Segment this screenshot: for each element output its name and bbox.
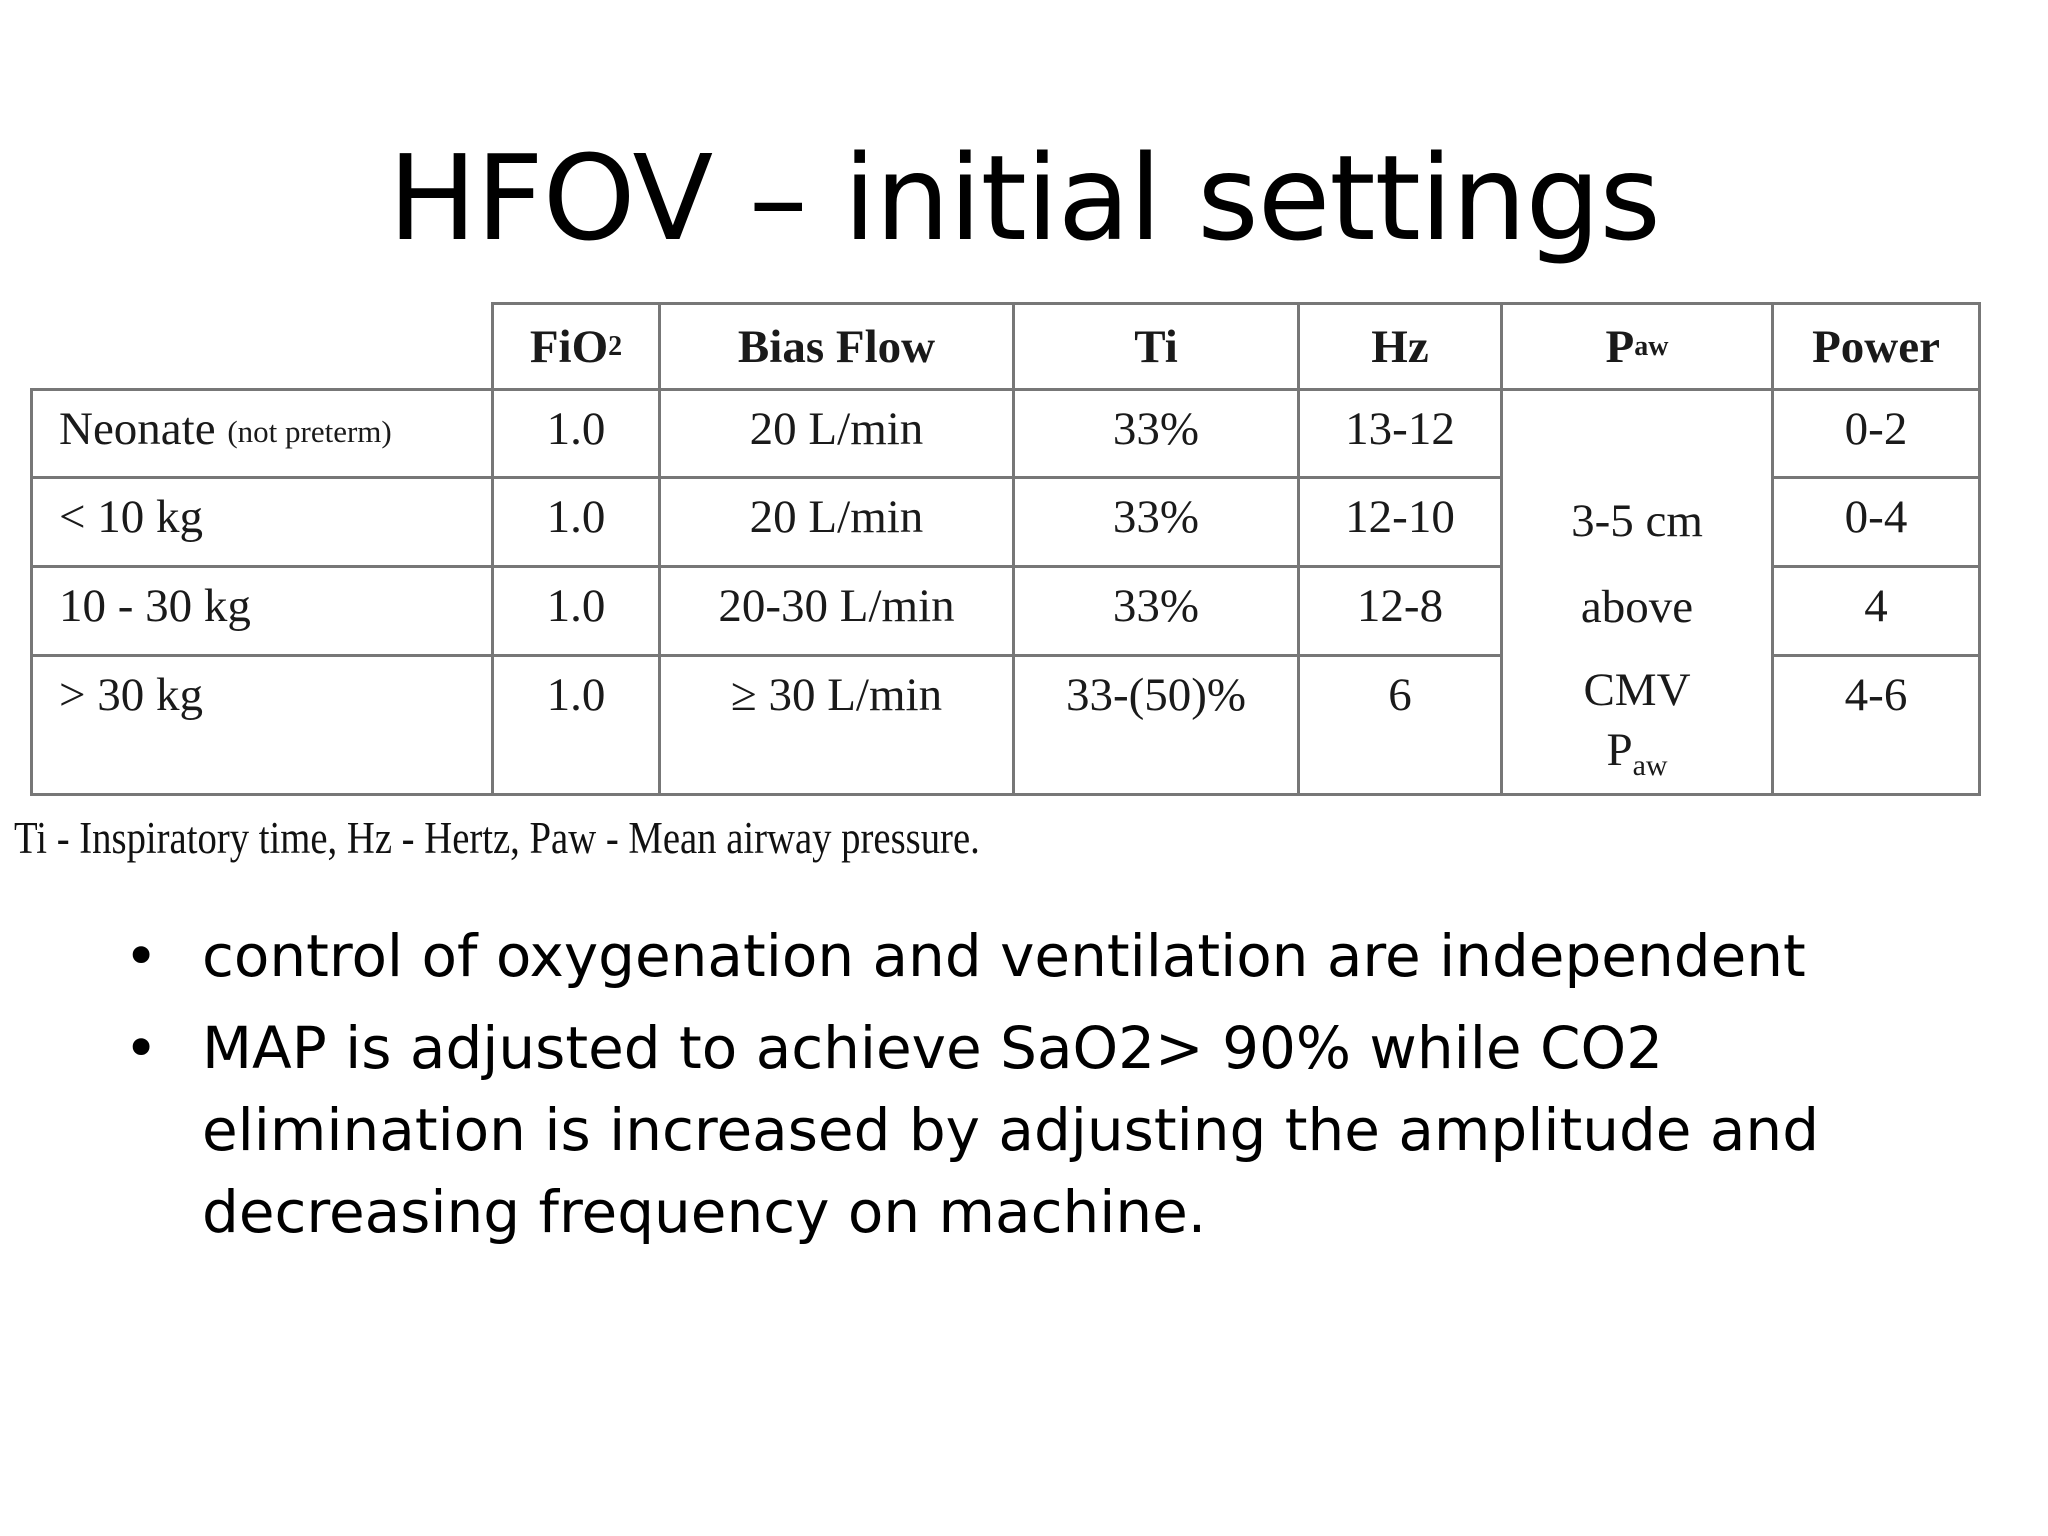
cell-fio2: 1.0	[546, 403, 606, 455]
cell-hz: 6	[1388, 669, 1412, 721]
cell-ti: 33%	[1112, 491, 1200, 543]
cell-power: 0-4	[1844, 491, 1908, 543]
row-label-under-10kg: < 10 kg	[59, 491, 204, 543]
cell-fio2: 1.0	[546, 669, 606, 721]
paw-line: CMV	[1583, 664, 1691, 716]
cell-bias-flow: 20 L/min	[749, 491, 924, 543]
paw-line: 3-5 cm	[1571, 495, 1703, 547]
row-label-10-30kg: 10 - 30 kg	[59, 580, 251, 632]
cell-ti: 33%	[1112, 580, 1200, 632]
cell-bias-flow: 20 L/min	[749, 403, 924, 455]
settings-table	[0, 290, 2048, 890]
cell-bias-flow: 20-30 L/min	[718, 580, 955, 632]
header-hz: Hz	[1371, 321, 1429, 373]
cell-fio2: 1.0	[546, 580, 606, 632]
bullet-icon: •	[124, 922, 159, 990]
header-ti: Ti	[1134, 321, 1178, 373]
cell-hz: 13-12	[1345, 403, 1455, 455]
header-bias-flow: Bias Flow	[737, 321, 936, 373]
table-caption: Ti - Inspiratory time, Hz - Hertz, Paw - Mean airway pressure.	[14, 813, 980, 863]
row-label-neonate: Neonate (not preterm)	[59, 403, 392, 455]
bullet-icon: •	[124, 1014, 159, 1082]
cell-paw-merged	[1503, 478, 1771, 793]
list-item: • control of oxygenation and ventilation are independent	[120, 915, 1980, 997]
bullet-list	[120, 915, 1980, 1263]
cell-bias-flow: ≥ 30 L/min	[730, 669, 943, 721]
cell-hz: 12-10	[1345, 491, 1455, 543]
header-fio2: FiO 2	[529, 321, 623, 373]
header-paw: P aw	[1605, 321, 1669, 373]
paw-line: above	[1580, 581, 1694, 633]
cell-fio2: 1.0	[546, 491, 606, 543]
cell-power: 0-2	[1844, 403, 1908, 455]
paw-line: $P_{aw}$	[1606, 724, 1668, 782]
cell-hz: 12-8	[1356, 580, 1444, 632]
cell-ti: 33-(50)%	[1065, 669, 1247, 721]
list-item: • MAP is adjusted to achieve SaO2> 90% while CO2 elimination is increased by adjusting the amplitude and decreasing frequency on machine.	[120, 1007, 1980, 1253]
cell-ti: 33%	[1112, 403, 1200, 455]
row-label-over-30kg: > 30 kg	[59, 669, 204, 721]
header-power: Power	[1812, 321, 1940, 373]
slide-title: HFOV – initial settings	[388, 129, 1660, 267]
cell-power: 4	[1864, 580, 1888, 632]
cell-power: 4-6	[1844, 669, 1908, 721]
